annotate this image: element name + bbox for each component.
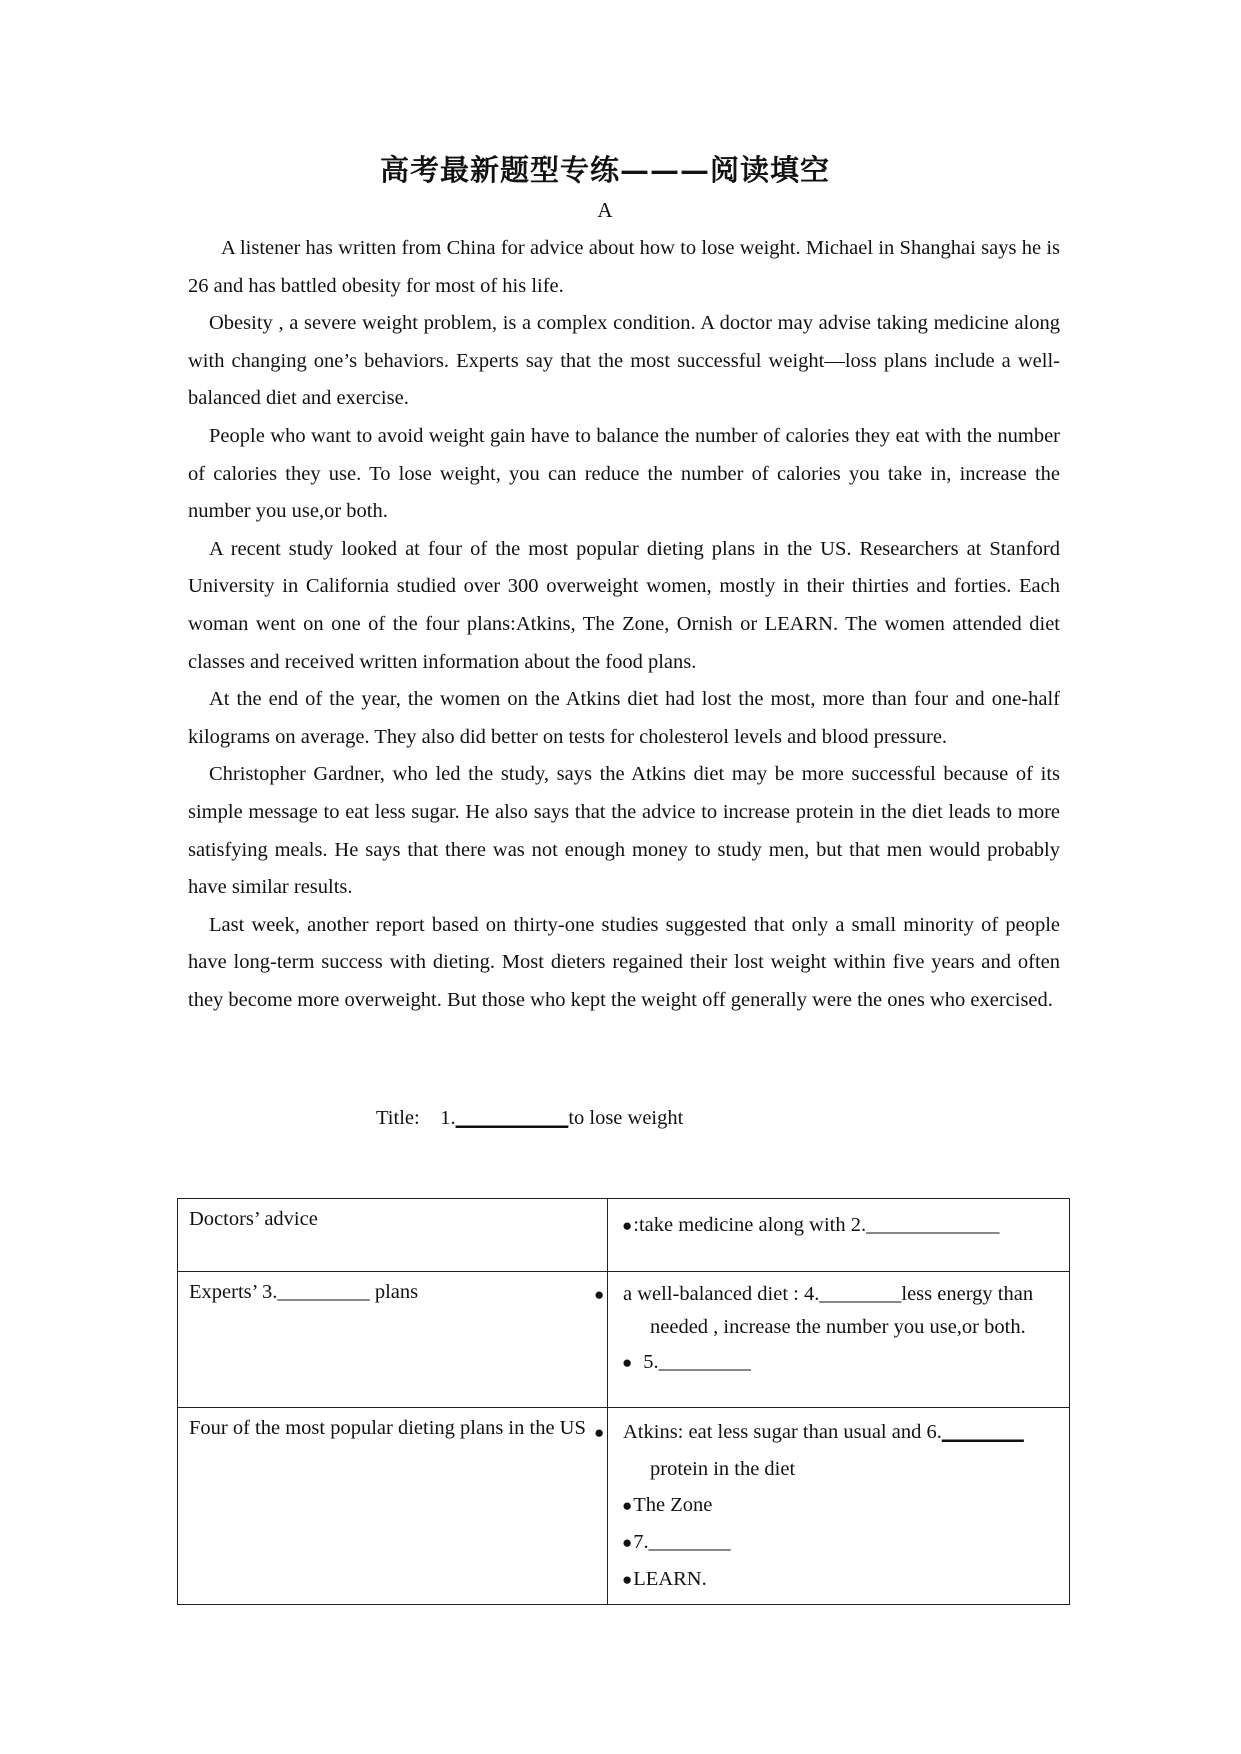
- answer-blank-5[interactable]: _________: [658, 1351, 751, 1373]
- row-heading: [178, 1199, 608, 1272]
- outline-table: [177, 1198, 1070, 1605]
- list-item: ●7.________: [622, 1524, 1060, 1561]
- list-item: ● a well-balanced diet : 4.________less energy than needed , increase the number you use,or both.: [594, 1283, 1034, 1338]
- bullet-icon: ●: [622, 1570, 633, 1589]
- paragraph: A recent study looked at four of the most popular dieting plans in the US. Researchers at Stanford University in California studied over 300 overweight women, mostly in their thirties and forties. Each woman went on one of the four plans:Atkins, The Zone, Ornish or LEARN. The women attended diet classes and received written information about the food plans.: [188, 537, 1060, 673]
- paragraph: People who want to avoid weight gain have to balance the number of calories they eat with the number of calories they use. To lose weight, you can reduce the number of calories you take in, increase the number you use,or both.: [188, 424, 1060, 523]
- paragraph: Obesity , a severe weight problem, is a complex condition. A doctor may advise taking medicine along with changing one’s behaviors. Experts say that the most successful weight—loss plans include a well-balanced diet and exercise.: [188, 312, 1060, 410]
- paragraph: At the end of the year, the women on the Atkins diet had lost the most, more than four and one-half kilograms on average. They also did better on tests for cholesterol levels and blood pressure.: [188, 688, 1060, 748]
- answer-blank-7[interactable]: ________: [648, 1531, 731, 1553]
- list-item: ●The Zone: [622, 1487, 1060, 1524]
- row-content: [594, 1408, 1070, 1605]
- answer-blank-4[interactable]: ________: [819, 1283, 902, 1305]
- page-title: 高考最新题型专练———阅读填空: [379, 153, 830, 187]
- title-suffix: to lose weight: [568, 1107, 684, 1129]
- paragraph: A listener has written from China for advice about how to lose weight. Michael in Shanghai says he is 26 and has battled obesity for most of his life.: [188, 237, 1060, 297]
- list-item: ● 5._________: [622, 1346, 1060, 1379]
- list-item: ●:take medicine along with 2._____________: [622, 1209, 1060, 1242]
- table-row: [178, 1199, 1070, 1272]
- paragraph: Last week, another report based on thirty-one studies suggested that only a small minority of people have long-term success with dieting. Most dieters regained their lost weight within five years and often they become more overweight. But those who kept the weight off generally were the ones who exercised.: [188, 913, 1060, 1011]
- answer-blank-3[interactable]: _________: [277, 1281, 370, 1303]
- list-item: ● Atkins: eat less sugar than usual and 6.________ protein in the diet: [594, 1421, 1024, 1480]
- bullet-icon: ●: [622, 1496, 633, 1515]
- bullet-icon: ●: [622, 1533, 633, 1552]
- row-content: [594, 1272, 1070, 1408]
- section-label: A: [597, 198, 613, 222]
- row-heading-text: Doctors’ advice: [189, 1208, 318, 1230]
- answer-blank-2[interactable]: _____________: [866, 1214, 1000, 1236]
- title-label: Title:: [376, 1107, 420, 1129]
- reading-passage: [188, 230, 1060, 1019]
- table-row: [178, 1408, 1070, 1605]
- row-content: [608, 1199, 1070, 1272]
- bullet-icon: ●: [622, 1353, 633, 1372]
- paragraph: Christopher Gardner, who led the study, says the Atkins diet may be more successful because of its simple message to eat less sugar. He also says that the advice to increase protein in the diet leads to more satisfying meals. He says that there was not enough money to study men, but that men would probably have similar results.: [188, 763, 1060, 899]
- row-heading: [178, 1408, 608, 1605]
- row-heading: Experts’ 3._________ plans: [178, 1272, 608, 1408]
- row-heading-text: Four of the most popular dieting plans in the US: [189, 1417, 586, 1439]
- table-row: [178, 1272, 1070, 1408]
- answer-blank-6[interactable]: ________: [941, 1421, 1024, 1443]
- bullet-icon: ●: [622, 1216, 633, 1235]
- list-item: ●LEARN.: [622, 1561, 1060, 1598]
- blank-title-line: [376, 1100, 683, 1137]
- answer-blank-1[interactable]: ___________: [455, 1107, 569, 1129]
- blank-number: 1.: [440, 1107, 456, 1129]
